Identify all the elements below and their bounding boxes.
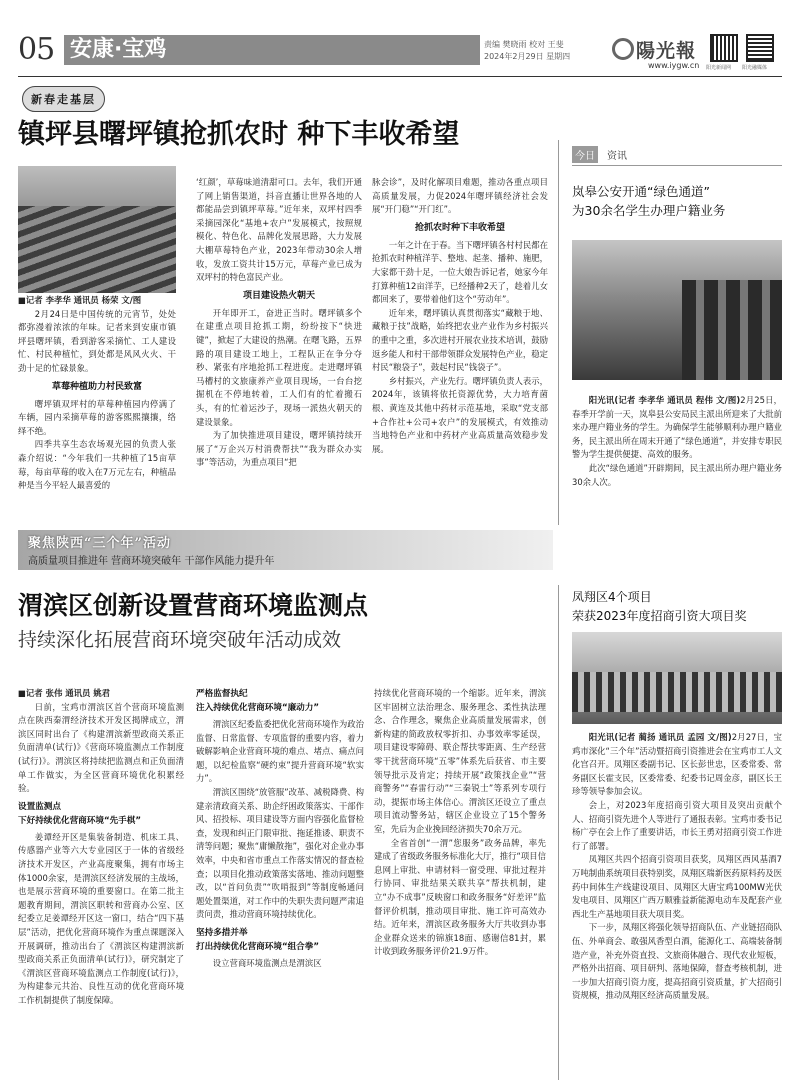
story2-headline: 渭滨区创新设置营商环境监测点 — [18, 591, 369, 620]
award-headline-line2: 荣获2023年度招商引资大项目奖 — [572, 609, 747, 623]
story1-col2-p2: 开年即开工，奋进正当时。曙坪镇多个在建重点项目抢抓工期，纷纷按下“快进键”，掀起了大建设的热潮。在曙飞路，五界路的项目建设工地上，工程队正在争分夺秒、紧张有序地抢抓工程进度。走进曙坪镇马槽村的文旅康养产业项目现场，一台台挖掘机在不停地转着，工人们有的忙着搬石头，有的忙着运沙子，现场一派热火朝天的建设景象。 — [196, 307, 362, 427]
today-tag-1: 今日 — [572, 146, 598, 163]
story1-sub3: 抢抓农时种下丰收希望 — [414, 222, 505, 233]
award-headline — [572, 588, 782, 626]
story1-sub1: 草莓种植助力村民致富 — [51, 381, 142, 392]
story2-col2-sub-d: 打出持续优化营商环境“组合拳” — [196, 941, 320, 952]
story2-subhead: 持续深化拓展营商环境突破年活动成效 — [18, 629, 342, 651]
award-byline: 阳光讯(记者 蔺扬 通讯员 孟园 文/图) — [588, 732, 732, 742]
qr2-label: 阳光融媒体 — [742, 65, 768, 71]
banner-subtitle: 高质量项目推进年 营商环境突破年 干部作风能力提升年 — [28, 556, 275, 567]
newspaper-logo: 陽光報 — [636, 40, 697, 62]
story2-col1-p1: 日前，宝鸡市渭滨区首个营商环境监测点在陕西秦渭经济技术开发区揭牌成立，渭滨区同时出台了《构建渭滨新型政商关系正负面清单(试行)》《营商环境监测点工作制度(试行)》。渭滨区将持续把监测点和正负面清单工作做实，为全区营商环境优化积累经验。 — [18, 701, 184, 794]
story2-col1-p2: 姜谭经开区是集装备制造、机床工具、传感器产业等六大专业园区于一体的省级经济技术开发区，产业高度聚集，拥有市场主体1000余家，是渭滨区经济发展的主战场，也是展示营商环境的重要窗口。在第二批主题教育期间，渭滨区职转和营商办公室、区纪委立足姜谭经开区这一窗口，结合“四下基层”活动，把优化营商环境作为重点课题深入开展调研，推动出台了《渭滨区构建渭滨新型政商关系正负面清单(试行)》，研究制定了《渭滨区营商环境监测点工作制度(试行)》，为构建参元共治、良性互动的优化营商环境工作机制提供了制度保障。 — [18, 831, 184, 1005]
qr1-label: 阳光新闻网 — [706, 65, 732, 71]
story2-col2-sub-a: 严格监督执纪 — [196, 689, 248, 699]
award-body — [572, 731, 782, 1003]
kicker-text: 新春走基层 — [31, 93, 96, 106]
story1-col2 — [196, 176, 362, 470]
banner-title: 聚焦陕西“三个年”活动 — [28, 536, 171, 551]
award-p4: 下一步，凤翔区将强化领导招商队伍、产业链招商队伍、外单商会、敢强风香型白酒，能源化工、高端装备制造产业，补充外资直投、文旅商体融合、现代农业短板，严格外出招商、项目研判、落地保障，督查考核机制，进一步加大招商引资力度，提高招商引资质量，扩大招商引资规模，推动凤翔区经济高质量发展。 — [572, 922, 782, 1001]
award-p3: 凤翔区共四个招商引资项目获奖，凤翔区西风基酒7万吨制曲系统项目获特别奖，凤翔区瑞新医药原料药及医药中间体生产线建设项目、凤翔区大唐宝鸡100MW光伏发电项目、凤翔区广西万顺雅益新能源电动车及配套产业西北生产基地项目获大项目奖。 — [572, 854, 782, 919]
police-station-photo — [572, 240, 782, 380]
story1-col3-p1: 脉会诊”，及时化解项目难题，推动各重点项目高质量发展，力促2024年曙坪镇经济社会发展“开门稳”“开门红”。 — [372, 177, 548, 215]
website: www.iygw.cn — [648, 61, 700, 70]
today-p1: 2月25日，春季开学前一天，岚皋县公安局民主派出所迎来了大批前来办理户籍业务的学生。为确保学生能够顺利办理户籍业务，民主派出所在周末开通了“绿色通道”，并安排专职民警为学生提供便捷、高效的服务。 — [572, 395, 782, 460]
story2-col1 — [18, 687, 184, 1007]
page-number: 05 — [18, 32, 55, 67]
story2-col2-sub-c: 坚持多措并举 — [196, 927, 248, 938]
campaign-banner — [18, 530, 553, 570]
today-headline-line1: 岚皋公安开通“绿色通道” — [572, 184, 710, 199]
qr-code-icon — [710, 34, 738, 62]
story1-col3-p3: 近年来，曙坪镇认真贯彻落实“藏粮于地、藏粮于技”战略，始终把农业产业作为乡村振兴的重中之重，多次进村开展农业技术培训，鼓励返乡能人和村干部带领群众发展特色产业，稳定村民“粮袋子”，鼓起村民“钱袋子”。 — [372, 307, 548, 373]
story1-col3-p2: 一年之计在于春。当下曙坪镇各村村民都在抢抓农时种植洋芋、整地、起垄、播种、施肥，大家都干劲十足，一位大娘告诉记者，她家今年打算种植12亩洋芋，已经播种2天了，趁着儿女都回来了，要带着他们这个“劳动年”。 — [372, 239, 548, 305]
story1-headline: 镇坪县曙坪镇抢抓农时 种下丰收希望 — [18, 119, 460, 150]
story2-col2-p2: 渭滨区围绕“放管服”改革、减税降费、构建亲清政商关系、助企纾困政策落实、干部作风、招投标、项目建设等方面内容强化监督检查，发现和纠正门限审批、拖延推诿、职责不清等问题；聚焦“庸懒散拖”，强化对企业办事效率，中央和省市重点工作落实情况的督查检查；以项目化推动政策落实落地、推动问题整改，以“首问负责”“吹哨报到”等制度畅通问题处置渠道，对工作中的失职失责问题严肃追责问责，推动营商环境持续优化。 — [196, 786, 364, 920]
story1-col1-p3: 四季共享生态农场观光园的负责人张森介绍说：“今年我们一共种植了15亩草莓，每亩草莓的收入在7万元左右，种植品种是当今平轻人最喜爱的 — [18, 439, 176, 491]
story1-col1 — [18, 294, 176, 493]
story2-col2 — [196, 687, 364, 971]
story1-col2-p3: 为了加快推进项目建设，曙坪镇持续开展了“万企兴万村消费帮扶”“我为群众办实事”等活动，为重点项目“把 — [196, 430, 362, 468]
story2-col3-p1: 持续优化营商环境的一个缩影。近年来，渭滨区牢固树立法治理念、服务理念、柔性执法理念、合作理念，聚焦企业高质量发展需求，创新构建的简政放权零折扣、办事效率零延误，项目建设零障碍、联企帮扶零距离、生产经营零干扰营商环境“五零”体系先后获省、市主要领导批示及肯定；持续开展“政策找企业”“营商警务”“春雷行动”“三秦锐士”等系列专项行动，提振市场主体信心。渭滨区还设立了重点项目流动警务站，辖区企业设立了15个警务室，先后为企业挽回经济损失70余万元。 — [374, 688, 546, 834]
today-body — [572, 394, 782, 489]
story1-byline: ■记者 李孝华 通讯员 杨荣 文/图 — [18, 295, 142, 305]
section-name: 安康·宝鸡 — [70, 37, 167, 62]
story1-sub2: 项目建设热火朝天 — [242, 290, 315, 301]
date-line: 2024年2月29日 星期四 — [484, 52, 571, 61]
today-byline: 阳光讯(记者 李孝华 通讯员 程伟 文/图) — [588, 395, 741, 405]
story1-col3-p4: 乡村振兴，产业先行。曙坪镇负责人表示，2024年，该镇将依托资源优势，大力培育菌根、黄连及其他中药材示范基地，采取“党支部+合作社+公司+农户”的发展模式，有效推动当地特色产业和中药材产业高质量高效稳步发展。 — [372, 375, 548, 454]
story2-col3 — [374, 687, 546, 959]
qr-code-icon — [746, 34, 774, 62]
story2-col2-p3: 设立营商环境监测点是渭滨区 — [212, 957, 322, 968]
kicker-badge — [22, 86, 105, 112]
story2-byline: ■记者 张伟 通讯员 姚君 — [18, 688, 111, 698]
award-p1: 2月27日，宝鸡市深化“三个年”活动暨招商引资推进会在宝鸡市工人文化宫召开。凤翔区委副书记、区长彭世忠，区委常委、常务副区长霍支民，区委常委、纪委书记周金彦，副区长王珍等领导参加会议。 — [572, 732, 782, 797]
editor-line: 责编 樊晓雨 校对 王斐 — [484, 40, 564, 49]
logo-circle-icon — [612, 38, 634, 60]
today-tag — [572, 146, 630, 163]
story1-col2-p1: ‘红颜’，草莓味道清甜可口。去年，我们开通了网上销售渠道，抖音直播让世界各地的人都能品尝到镇坪草莓。”近年来，双坪村四季采摘园深化“基地+农户”发展模式，按照规模化、特色化、品牌化发展思路，大力发展大棚草莓特色产业，2023年带动30余人增收，发放工资共计15万元，草莓产业已成为双坪村的特色富民产业。 — [196, 177, 362, 283]
today-p2: 此次“绿色通道”开辟期间，民主派出所办理户籍业务30余人次。 — [572, 462, 782, 487]
award-headline-line1: 凤翔区4个项目 — [572, 590, 652, 604]
story1-lead: 2月24日是中国传统的元宵节，处处都弥漫着浓浓的年味。记者来到安康市镇坪县曙坪镇，看到游客采摘忙、工人建设忙、村民种植忙，到处都是风风火火、干劲十足的忙碌景象。 — [18, 308, 176, 373]
today-headline — [572, 182, 782, 220]
section-tab — [64, 35, 571, 65]
award-ceremony-photo — [572, 632, 782, 724]
strawberry-field-photo — [18, 166, 176, 293]
story2-col2-p1: 渭滨区纪委监委把优化营商环境作为政治监督、日常监督、专项监督的重要内容，着力破解影响企业营商环境的难点、堵点、痛点问题，以纪检监察“硬约束”提升营商环境“软实力”。 — [196, 719, 364, 784]
award-p2: 会上，对2023年度招商引资大项目及突出贡献个人、招商引资先进个人等进行了通报表彰。宝鸡市委书记杨广亭在会上作了重要讲话，市长王勇对招商引资工作进行了部署。 — [572, 799, 782, 851]
story2-col3-p2: 全省首创“一渭”您服务”政务品牌，率先建成了省级政务服务标准化大厅，推行“项目信息网上审批、申请材料一窗受理、审批过程并行协同、审批结果关联共享”帮扶机制，建立“办不成事”反映窗口和政务服务“好差评”监督评价机制，推动项目审批、施工许可高效办结。近年来，渭滨区政务服务大厅共收到办事企业群众送来的锦旗18面、感谢信81封，累计收到政务服务评价21.9万件。 — [374, 837, 546, 957]
today-headline-line2: 为30余名学生办理户籍业务 — [572, 203, 726, 218]
story1-col1-p2: 曙坪镇双坪村的草莓种植园内停满了车辆，园内采摘草莓的游客熙熙攘攘，络绎不绝。 — [18, 398, 176, 436]
story2-sub-a: 设置监测点 — [18, 801, 61, 812]
story1-col3 — [372, 176, 548, 456]
today-tag-2: 资讯 — [607, 151, 627, 162]
story2-sub-b: 下好持续优化营商环境“先手棋” — [18, 815, 142, 826]
page-header — [0, 32, 800, 71]
story2-col2-sub-b: 注入持续优化营商环境“廉动力” — [196, 703, 320, 713]
